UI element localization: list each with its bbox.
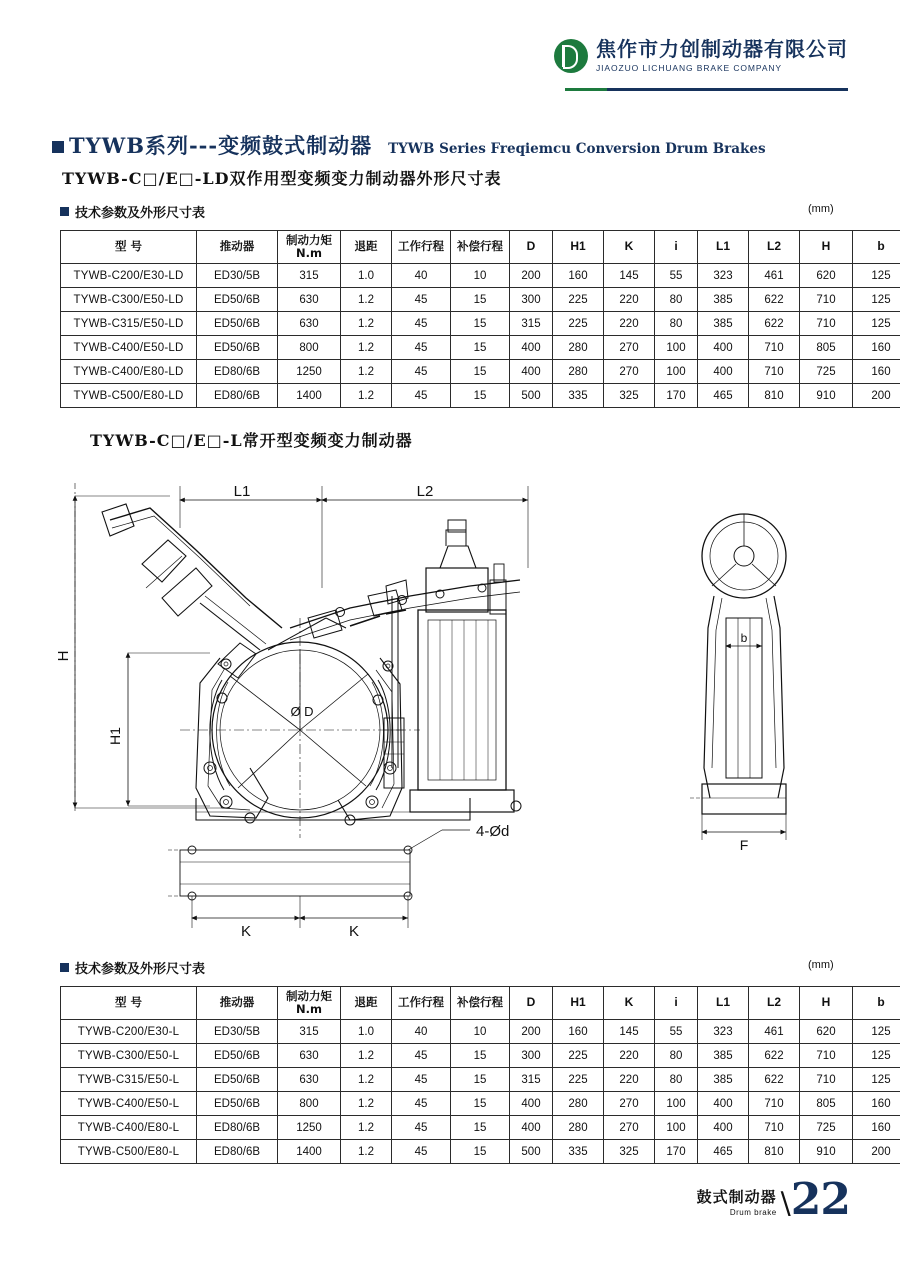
footer-label-cn: 鼓式制动器: [696, 1188, 777, 1206]
th-l2: L2: [749, 987, 800, 1020]
th-torque-line2: N.m: [296, 1002, 322, 1016]
cell-value: 15: [451, 384, 510, 408]
drawing-label-h1: H1: [107, 727, 123, 745]
table2-section-label: [60, 958, 205, 977]
cell-value: 225: [553, 1044, 604, 1068]
cell-value: 465: [698, 384, 749, 408]
cell-value: 45: [392, 336, 451, 360]
table-row: [61, 384, 900, 408]
cell-value: 45: [392, 384, 451, 408]
th-h: H: [800, 231, 853, 264]
cell-value: ED80/6B: [197, 1140, 278, 1164]
cell-value: 45: [392, 312, 451, 336]
cell-value: 315: [510, 312, 553, 336]
table-row: [61, 312, 900, 336]
cell-value: 145: [604, 1020, 655, 1044]
cell-value: 1400: [278, 1140, 341, 1164]
cell-value: 400: [510, 336, 553, 360]
cell-value: 15: [451, 288, 510, 312]
company-name-cn: 焦作市力创制动器有限公司: [596, 37, 848, 61]
cell-value: 145: [604, 264, 655, 288]
cell-value: 200: [510, 1020, 553, 1044]
cell-value: 270: [604, 360, 655, 384]
cell-value: 710: [749, 1092, 800, 1116]
spec-table-l: [60, 986, 900, 1164]
cell-value: 400: [698, 360, 749, 384]
cell-value: ED50/6B: [197, 336, 278, 360]
cell-value: 622: [749, 1068, 800, 1092]
subtitle-mid: TYWB-C□/E□-L常开型变频变力制动器: [90, 431, 413, 450]
cell-value: 220: [604, 1068, 655, 1092]
th-i: i: [655, 231, 698, 264]
table-header-row: [61, 231, 900, 264]
cell-value: 170: [655, 384, 698, 408]
th-model: 型 号: [61, 987, 197, 1020]
cell-value: 300: [510, 288, 553, 312]
page-number: 22: [790, 1174, 850, 1226]
cell-model: TYWB-C200/E30-L: [61, 1020, 197, 1044]
th-l1: L1: [698, 231, 749, 264]
th-torque-line1: 制动力矩: [286, 232, 332, 247]
cell-value: 270: [604, 336, 655, 360]
drawing-label-k-right: K: [348, 923, 360, 938]
cell-value: 910: [800, 1140, 853, 1164]
cell-model: TYWB-C200/E30-LD: [61, 264, 197, 288]
cell-value: 125: [853, 288, 900, 312]
th-b: b: [853, 987, 900, 1020]
cell-value: 270: [604, 1092, 655, 1116]
cell-value: 15: [451, 1140, 510, 1164]
cell-value: 500: [510, 1140, 553, 1164]
cell-model: TYWB-C500/E80-L: [61, 1140, 197, 1164]
cell-value: 280: [553, 360, 604, 384]
table-row: [61, 1140, 900, 1164]
cell-value: 630: [278, 288, 341, 312]
company-name-block: [596, 38, 848, 73]
cell-value: 45: [392, 1044, 451, 1068]
cell-model: TYWB-C400/E50-L: [61, 1092, 197, 1116]
cell-value: 15: [451, 336, 510, 360]
cell-value: 323: [698, 1020, 749, 1044]
cell-value: 805: [800, 336, 853, 360]
th-torque: [278, 987, 341, 1020]
table2-unit-note: (mm): [808, 959, 834, 971]
th-l1: L1: [698, 987, 749, 1020]
cell-value: 335: [553, 384, 604, 408]
cell-value: 160: [853, 1092, 900, 1116]
cell-value: 15: [451, 360, 510, 384]
cell-model: TYWB-C400/E50-LD: [61, 336, 197, 360]
cell-value: 1.0: [341, 264, 392, 288]
table-row: [61, 1092, 900, 1116]
cell-value: 200: [853, 384, 900, 408]
cell-value: 220: [604, 1044, 655, 1068]
th-i: i: [655, 987, 698, 1020]
cell-value: ED50/6B: [197, 1068, 278, 1092]
cell-value: 461: [749, 1020, 800, 1044]
cell-value: 315: [278, 1020, 341, 1044]
cell-value: 225: [553, 1068, 604, 1092]
company-logo: [554, 38, 848, 73]
drawing-label-holes: 4-Ød: [476, 823, 510, 840]
cell-value: 125: [853, 264, 900, 288]
bullet-square-icon: [52, 141, 64, 153]
cell-value: 620: [800, 1020, 853, 1044]
cell-value: 125: [853, 1044, 900, 1068]
drawing-label-l2: L2: [416, 483, 434, 500]
table-row: [61, 1068, 900, 1092]
cell-value: 725: [800, 360, 853, 384]
cell-value: ED30/5B: [197, 264, 278, 288]
drawing-label-b: b: [740, 631, 748, 645]
th-d: D: [510, 987, 553, 1020]
cell-model: TYWB-C400/E80-L: [61, 1116, 197, 1140]
cell-value: 1.2: [341, 1092, 392, 1116]
cell-value: 10: [451, 1020, 510, 1044]
cell-value: 80: [655, 1068, 698, 1092]
cell-model: TYWB-C400/E80-LD: [61, 360, 197, 384]
cell-value: 270: [604, 1116, 655, 1140]
cell-value: 80: [655, 312, 698, 336]
cell-value: 100: [655, 1092, 698, 1116]
th-torque-line1: 制动力矩: [286, 988, 332, 1003]
th-h1: H1: [553, 231, 604, 264]
cell-value: 1.2: [341, 288, 392, 312]
cell-value: 160: [853, 1116, 900, 1140]
cell-value: 45: [392, 1116, 451, 1140]
header-divider: [565, 88, 848, 91]
cell-value: 710: [749, 1116, 800, 1140]
th-pusher: 推动器: [197, 987, 278, 1020]
page-title: [52, 130, 852, 160]
cell-value: 280: [553, 1092, 604, 1116]
cell-value: 40: [392, 264, 451, 288]
table1-section-label-text: 技术参数及外形尺寸表: [75, 206, 206, 221]
cell-value: 1.2: [341, 1044, 392, 1068]
cell-value: 325: [604, 384, 655, 408]
cell-value: 1400: [278, 384, 341, 408]
cell-value: 805: [800, 1092, 853, 1116]
table-row: [61, 360, 900, 384]
cell-value: 710: [749, 360, 800, 384]
cell-value: 465: [698, 1140, 749, 1164]
th-work-stroke: 工作行程: [392, 231, 451, 264]
cell-value: 910: [800, 384, 853, 408]
table2-section-label-text: 技术参数及外形尺寸表: [75, 962, 206, 977]
cell-value: ED80/6B: [197, 1116, 278, 1140]
cell-value: 45: [392, 1140, 451, 1164]
cell-value: ED30/5B: [197, 1020, 278, 1044]
th-comp-stroke: 补偿行程: [451, 987, 510, 1020]
cell-model: TYWB-C315/E50-LD: [61, 312, 197, 336]
cell-value: ED80/6B: [197, 384, 278, 408]
cell-value: 45: [392, 1068, 451, 1092]
cell-value: 280: [553, 1116, 604, 1140]
th-h: H: [800, 987, 853, 1020]
table-row: [61, 264, 900, 288]
th-d: D: [510, 231, 553, 264]
th-l2: L2: [749, 231, 800, 264]
cell-value: 125: [853, 312, 900, 336]
cell-value: ED50/6B: [197, 1044, 278, 1068]
cell-value: 80: [655, 288, 698, 312]
footer-slash: \: [780, 1186, 791, 1221]
cell-value: ED80/6B: [197, 360, 278, 384]
cell-model: TYWB-C300/E50-LD: [61, 288, 197, 312]
cell-value: 710: [749, 336, 800, 360]
cell-value: 45: [392, 288, 451, 312]
cell-value: 400: [698, 1116, 749, 1140]
cell-value: 315: [510, 1068, 553, 1092]
cell-value: 710: [800, 1044, 853, 1068]
cell-value: 160: [853, 336, 900, 360]
cell-value: 1.2: [341, 360, 392, 384]
cell-value: 710: [800, 288, 853, 312]
cell-value: 1.2: [341, 1116, 392, 1140]
table-header-row: [61, 987, 900, 1020]
cell-value: 1.2: [341, 312, 392, 336]
drawing-label-h: H: [55, 650, 72, 662]
cell-value: 400: [510, 1092, 553, 1116]
cell-value: 620: [800, 264, 853, 288]
th-k: K: [604, 231, 655, 264]
spec-table-ld: [60, 230, 900, 408]
cell-value: 15: [451, 1092, 510, 1116]
table-row: [61, 1044, 900, 1068]
cell-value: 170: [655, 1140, 698, 1164]
cell-value: 200: [510, 264, 553, 288]
cell-value: 100: [655, 336, 698, 360]
cell-value: 15: [451, 1044, 510, 1068]
cell-value: 15: [451, 1068, 510, 1092]
cell-value: 55: [655, 264, 698, 288]
drawing-label-l1: L1: [233, 483, 251, 500]
brake-company-logo-icon: [554, 39, 588, 73]
cell-value: 1.2: [341, 1068, 392, 1092]
cell-value: 315: [278, 264, 341, 288]
cell-value: 500: [510, 384, 553, 408]
cell-value: 160: [553, 1020, 604, 1044]
cell-value: 10: [451, 264, 510, 288]
th-retreat: 退距: [341, 987, 392, 1020]
cell-value: 1250: [278, 360, 341, 384]
page-title-cn: TYWB系列---变频鼓式制动器: [69, 133, 373, 158]
cell-model: TYWB-C500/E80-LD: [61, 384, 197, 408]
cell-value: 15: [451, 312, 510, 336]
page-header: [0, 0, 900, 100]
cell-value: 630: [278, 312, 341, 336]
cell-value: 125: [853, 1068, 900, 1092]
cell-value: 100: [655, 1116, 698, 1140]
cell-value: 45: [392, 360, 451, 384]
cell-value: 400: [510, 1116, 553, 1140]
cell-value: 325: [604, 1140, 655, 1164]
table1-section-label: [60, 202, 205, 221]
subtitle-top: TYWB-C□/E□-LD双作用型变频变力制动器外形尺寸表: [62, 169, 502, 188]
cell-value: 800: [278, 1092, 341, 1116]
cell-value: 622: [749, 312, 800, 336]
cell-value: 300: [510, 1044, 553, 1068]
th-k: K: [604, 987, 655, 1020]
th-work-stroke: 工作行程: [392, 987, 451, 1020]
th-pusher: 推动器: [197, 231, 278, 264]
brake-technical-drawing: [50, 468, 850, 938]
cell-value: 335: [553, 1140, 604, 1164]
table-row: [61, 288, 900, 312]
page-title-en: TYWB Series Freqiemcu Conversion Drum Brakes: [388, 141, 766, 157]
footer-label-en: Drum brake: [729, 1208, 777, 1217]
drawing-label-f: F: [739, 837, 749, 853]
cell-value: 160: [853, 360, 900, 384]
page-footer: [696, 1174, 850, 1226]
th-model: 型 号: [61, 231, 197, 264]
cell-value: 280: [553, 336, 604, 360]
table-row: [61, 336, 900, 360]
cell-value: 385: [698, 288, 749, 312]
cell-value: 323: [698, 264, 749, 288]
cell-value: 810: [749, 384, 800, 408]
th-comp-stroke: 补偿行程: [451, 231, 510, 264]
cell-value: 80: [655, 1044, 698, 1068]
cell-value: 1250: [278, 1116, 341, 1140]
cell-value: 100: [655, 360, 698, 384]
spec-table-l-body: [61, 1020, 900, 1164]
cell-value: 55: [655, 1020, 698, 1044]
header-divider-accent: [565, 88, 607, 91]
th-torque: [278, 231, 341, 264]
footer-labels: [697, 1186, 777, 1221]
th-h1: H1: [553, 987, 604, 1020]
company-name-en: JIAOZUO LICHUANG BRAKE COMPANY: [596, 63, 783, 73]
th-retreat: 退距: [341, 231, 392, 264]
cell-value: 710: [800, 1068, 853, 1092]
th-b: b: [853, 231, 900, 264]
cell-value: 225: [553, 288, 604, 312]
cell-value: 125: [853, 1020, 900, 1044]
cell-model: TYWB-C300/E50-L: [61, 1044, 197, 1068]
cell-value: ED50/6B: [197, 288, 278, 312]
cell-value: 1.2: [341, 336, 392, 360]
cell-value: 630: [278, 1068, 341, 1092]
cell-value: 400: [698, 336, 749, 360]
cell-value: 385: [698, 1044, 749, 1068]
cell-value: 1.2: [341, 384, 392, 408]
cell-value: 385: [698, 1068, 749, 1092]
cell-value: 40: [392, 1020, 451, 1044]
spec-table-ld-body: [61, 264, 900, 408]
cell-value: 200: [853, 1140, 900, 1164]
cell-value: 45: [392, 1092, 451, 1116]
drawing-label-d: Ø D: [290, 704, 314, 719]
table-row: [61, 1020, 900, 1044]
bullet-square-icon: [60, 207, 69, 216]
cell-value: 220: [604, 288, 655, 312]
cell-value: 400: [510, 360, 553, 384]
table1-unit-note: (mm): [808, 203, 834, 215]
cell-value: 622: [749, 288, 800, 312]
cell-value: 15: [451, 1116, 510, 1140]
bullet-square-icon: [60, 963, 69, 972]
cell-value: 1.0: [341, 1020, 392, 1044]
cell-value: 461: [749, 264, 800, 288]
cell-value: 1.2: [341, 1140, 392, 1164]
cell-value: ED50/6B: [197, 1092, 278, 1116]
cell-value: ED50/6B: [197, 312, 278, 336]
cell-value: 630: [278, 1044, 341, 1068]
th-torque-line2: N.m: [296, 246, 322, 260]
cell-value: 710: [800, 312, 853, 336]
drawing-label-k-left: K: [240, 923, 252, 938]
cell-value: 725: [800, 1116, 853, 1140]
cell-value: 220: [604, 312, 655, 336]
cell-value: 160: [553, 264, 604, 288]
cell-value: 225: [553, 312, 604, 336]
cell-value: 385: [698, 312, 749, 336]
cell-value: 810: [749, 1140, 800, 1164]
cell-value: 800: [278, 336, 341, 360]
cell-value: 622: [749, 1044, 800, 1068]
cell-value: 400: [698, 1092, 749, 1116]
table-row: [61, 1116, 900, 1140]
cell-model: TYWB-C315/E50-L: [61, 1068, 197, 1092]
